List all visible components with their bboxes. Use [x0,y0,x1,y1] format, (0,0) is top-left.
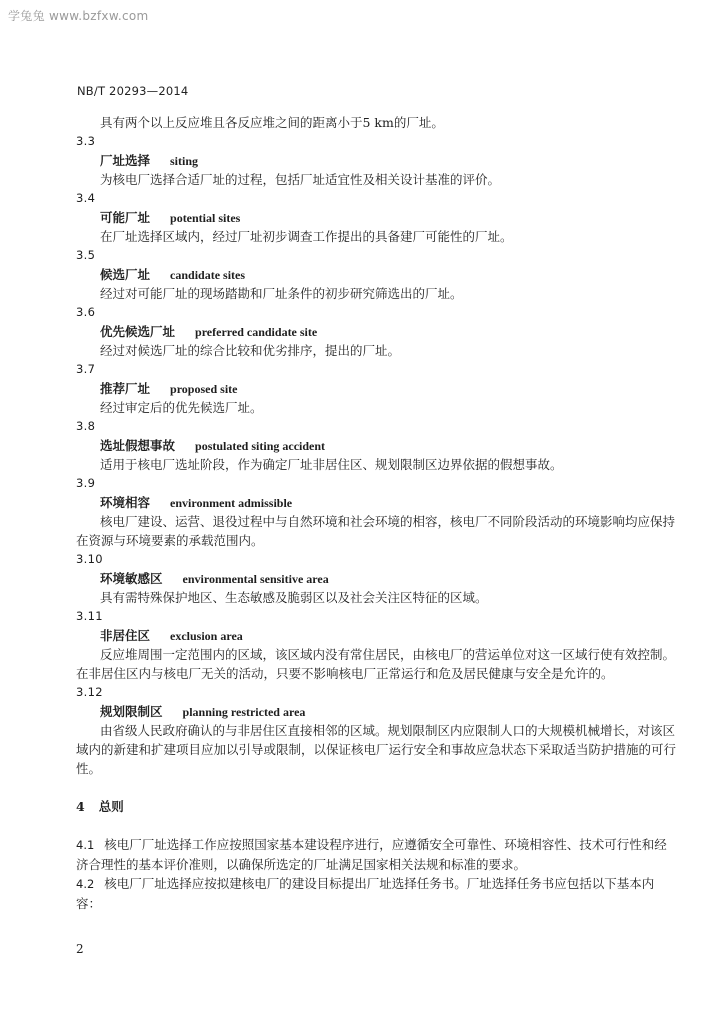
term-entry [76,683,676,778]
term-chinese: 推荐厂址 [100,381,151,396]
term-chinese: 规划限制区 [100,704,163,719]
term-number: 3.10 [76,552,103,566]
term-english: planning restricted area [182,705,306,719]
term-number: 3.6 [76,305,96,319]
term-number: 3.3 [76,134,96,148]
page-number: 2 [76,942,84,956]
term-entry [76,607,676,683]
term-english: siting [170,154,199,168]
term-heading [76,569,676,588]
term-chinese: 候选厂址 [100,267,151,282]
clause-number: 4.2 [76,877,95,891]
term-entry [76,303,676,360]
term-definition: 由省级人民政府确认的与非居住区直接相邻的区域。规划限制区内应限制人口的大规模机械增长，对该区域内的新建和扩建项目应加以引导或限制，以保证核电厂运行安全和事故应急状态下采取适当防护措施的可行性。 [76,723,677,776]
term-heading [76,151,676,170]
term-english: environmental sensitive area [182,572,329,586]
term-number: 3.8 [76,419,96,433]
term-english: proposed site [170,382,238,396]
term-number: 3.12 [76,685,103,699]
section-number: 4 [76,799,85,814]
watermark: 学兔兔 www.bzfxw.com [8,9,149,23]
clause [76,835,676,874]
section-title: 总则 [98,799,124,814]
term-number: 3.5 [76,248,96,262]
term-heading [76,322,676,341]
term-number: 3.11 [76,609,103,623]
term-english: postulated siting accident [195,439,326,453]
clause-text: 核电厂厂址选择应按拟建核电厂的建设目标提出厂址选择任务书。厂址选择任务书应包括以下基本内容： [76,876,655,911]
term-number: 3.7 [76,362,96,376]
section-4-heading [76,797,676,816]
terms-list [76,132,676,778]
term-entry [76,246,676,303]
clause-number: 4.1 [76,838,95,852]
term-chinese: 环境相容 [100,495,151,510]
document-body [76,113,676,913]
term-heading [76,379,676,398]
term-chinese: 非居住区 [100,628,151,643]
term-heading [76,702,676,721]
term-chinese: 环境敏感区 [100,571,163,586]
standard-code: NB/T 20293—2014 [77,84,189,98]
term-chinese: 优先候选厂址 [100,324,176,339]
clause [76,874,676,913]
term-definition: 为核电厂选择合适厂址的过程，包括厂址适宜性及相关设计基准的评价。 [100,172,501,187]
term-english: candidate sites [170,268,246,282]
term-definition: 核电厂建设、运营、退役过程中与自然环境和社会环境的相容，核电厂不同阶段活动的环境影响均应保持在资源与环境要素的承载范围内。 [76,514,676,548]
term-heading [76,208,676,227]
term-heading [76,436,676,455]
term-chinese: 厂址选择 [100,153,151,168]
term-definition: 在厂址选择区域内，经过厂址初步调查工作提出的具备建厂可能性的厂址。 [100,229,513,244]
term-definition: 经过审定后的优先候选厂址。 [100,400,263,415]
term-heading [76,265,676,284]
term-english: exclusion area [170,629,243,643]
term-chinese: 可能厂址 [100,210,151,225]
term-definition: 具有需特殊保护地区、生态敏感及脆弱区以及社会关注区特征的区域。 [100,590,488,605]
term-definition: 经过对候选厂址的综合比较和优劣排序，提出的厂址。 [100,343,401,358]
term-number: 3.4 [76,191,96,205]
clause-text: 核电厂厂址选择工作应按照国家基本建设程序进行，应遵循安全可靠性、环境相容性、技术可行性和经济合理性的基本评价准则，以确保所选定的厂址满足国家相关法规和标准的要求。 [76,837,667,872]
term-entry [76,189,676,246]
term-entry [76,360,676,417]
intro-line: 具有两个以上反应堆且各反应堆之间的距离小于5 km的厂址。 [100,115,444,130]
term-heading [76,626,676,645]
term-entry [76,132,676,189]
term-english: environment admissible [170,496,293,510]
term-definition: 经过对可能厂址的现场踏勘和厂址条件的初步研究筛选出的厂址。 [100,286,463,301]
section-4-clauses [76,835,676,913]
term-number: 3.9 [76,476,96,490]
term-english: preferred candidate site [195,325,318,339]
term-heading [76,493,676,512]
term-entry [76,474,676,550]
term-entry [76,550,676,607]
term-entry [76,417,676,474]
term-english: potential sites [170,211,241,225]
term-definition: 反应堆周围一定范围内的区域，该区域内没有常住居民，由核电厂的营运单位对这一区域行使有效控制。在非居住区内与核电厂无关的活动，只要不影响核电厂正常运行和危及居民健康与安全是允许的。 [76,647,676,681]
term-definition: 适用于核电厂选址阶段，作为确定厂址非居住区、规划限制区边界依据的假想事故。 [100,457,563,472]
term-chinese: 选址假想事故 [100,438,176,453]
